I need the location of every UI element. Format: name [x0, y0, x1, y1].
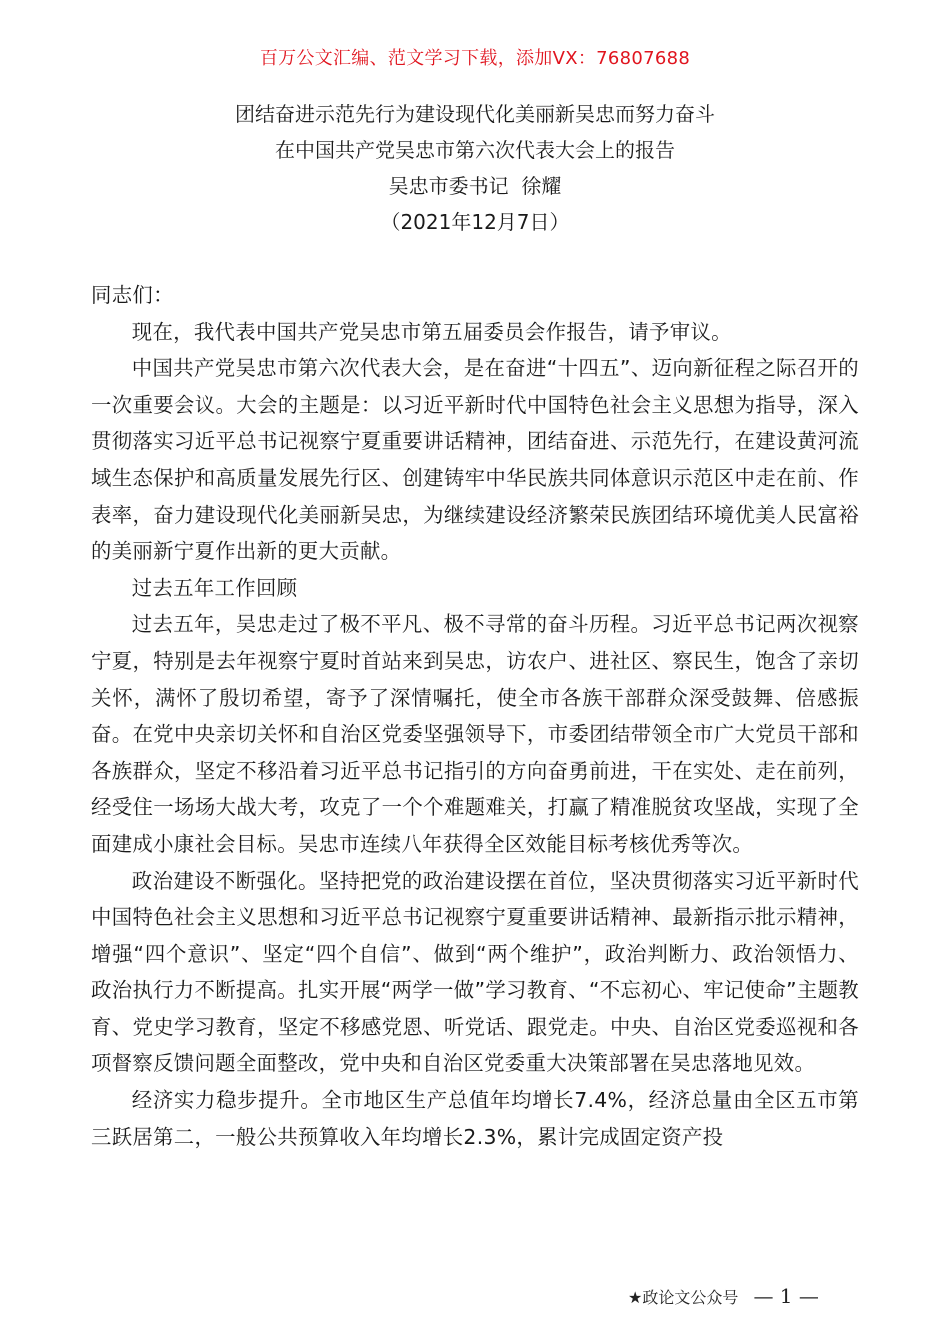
paragraph-intro: 现在，我代表中国共产党吴忠市第五届委员会作报告，请予审议。 — [131, 319, 732, 344]
paragraph-political: 政治建设不断强化。坚持把党的政治建设摆在首位，坚决贯彻落实习近平新时代中国特色社会主义思想和习近平总书记视察宁夏重要讲话精神、最新指示批示精神，增强“四个意识”、坚定“四个自信”、做到“两个维护”，政治判断力、政治领悟力、政治执行力不断提高。扎实开展“两学一做”学习教育、“不忘初心、牢记使命”主题教育、党史学习教育，坚定不移感党恩、听党话、跟党走。中央、自治区党委巡视和各项督察反馈问题全面整改，党中央和自治区党委重大决策部署在吴忠落地见效。 — [91, 868, 859, 1076]
watermark-banner: 百万公文汇编、范文学习下载，添加VX：76807688 — [259, 48, 691, 69]
paragraph-five-years: 过去五年，吴忠走过了极不平凡、极不寻常的奋斗历程。习近平总书记两次视察宁夏，特别是去年视察宁夏时首站来到吴忠，访农户、进社区、察民生，饱含了亲切关怀，满怀了殷切希望，寄予了深情嘱托，使全市各族干部群众深受鼓舞、倍感振奋。在党中央亲切关怀和自治区党委坚强领导下，市委团结带领全市广大党员干部和各族群众，坚定不移沿着习近平总书记指引的方向奋勇前进，干在实处、走在前列，经受住一场场大战大考，攻克了一个个难题难关，打赢了精准脱贫攻坚战，实现了全面建成小康社会目标。吴忠市连续八年获得全区效能目标考核优秀等次。 — [91, 612, 859, 856]
page-number: — 1 — — [753, 1284, 819, 1308]
document-body — [91, 277, 859, 1155]
footer-source: ★政论文公众号 — [628, 1288, 739, 1307]
document-title: 团结奋进示范先行为建设现代化美丽新吴忠而努力奋斗 — [235, 102, 715, 126]
page-footer — [628, 1284, 819, 1308]
document-date: （2021年12月7日） — [380, 210, 570, 234]
document-subtitle: 在中国共产党吴忠市第六次代表大会上的报告 — [275, 138, 675, 162]
section-heading-review: 过去五年工作回顾 — [131, 575, 298, 600]
document-title-block — [0, 96, 950, 240]
salutation: 同志们： — [91, 283, 174, 307]
paragraph-theme: 中国共产党吴忠市第六次代表大会，是在奋进“十四五”、迈向新征程之际召开的一次重要会议。大会的主题是：以习近平新时代中国特色社会主义思想为指导，深入贯彻落实习近平总书记视察宁夏重要讲话精神，团结奋进、示范先行，在建设黄河流域生态保护和高质量发展先行区、创建铸牢中华民族共同体意识示范区中走在前、作表率，奋力建设现代化美丽新吴忠，为继续建设经济繁荣民族团结环境优美人民富裕的美丽新宁夏作出新的更大贡献。 — [91, 356, 859, 564]
paragraph-economy: 经济实力稳步提升。全市地区生产总值年均增长7.4%，经济总量由全区五市第三跃居第二，一般公共预算收入年均增长2.3%，累计完成固定资产投 — [91, 1088, 859, 1149]
document-author: 吴忠市委书记 徐耀 — [388, 174, 562, 198]
